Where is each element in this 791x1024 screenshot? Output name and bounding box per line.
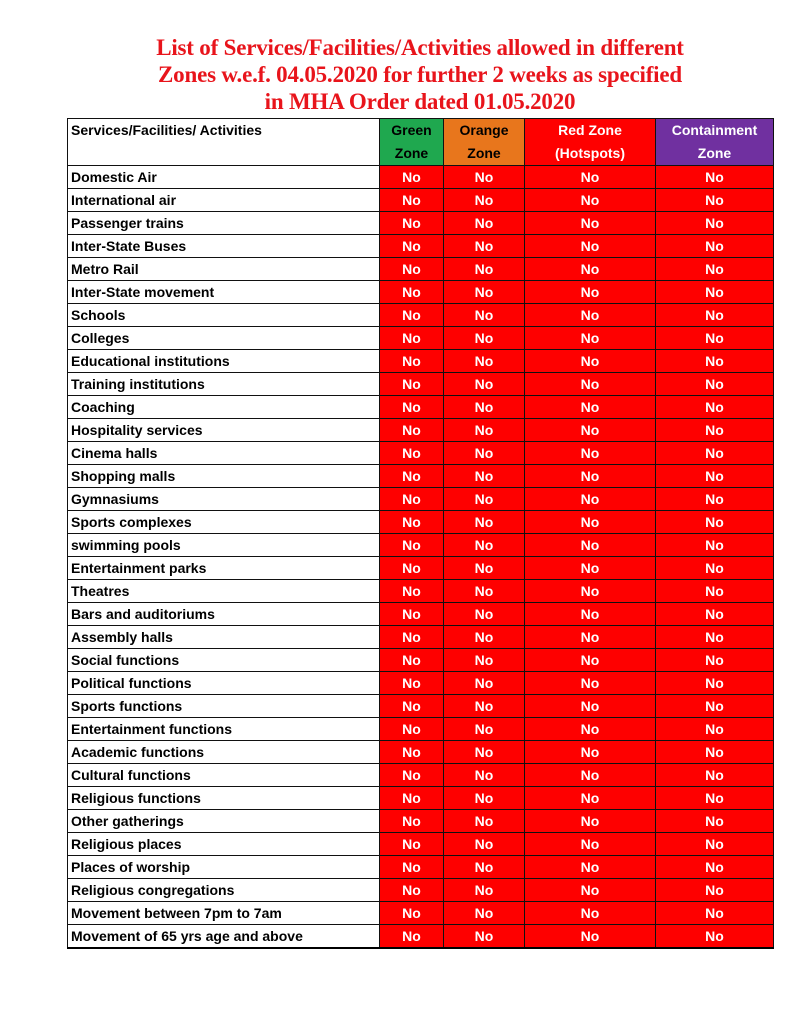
table-row [68, 741, 774, 764]
containment-zone-cell: No [656, 649, 774, 672]
table-row [68, 626, 774, 649]
header-containment-zone-line2: Zone [697, 145, 732, 161]
green-zone-cell: No [380, 626, 444, 649]
red-zone-cell: No [525, 166, 656, 189]
table-row [68, 787, 774, 810]
header-red-zone-line2: (Hotspots) [555, 145, 625, 161]
containment-zone-cell: No [656, 626, 774, 649]
orange-zone-cell: No [444, 189, 525, 212]
table-row [68, 603, 774, 626]
table-row [68, 810, 774, 833]
green-zone-cell: No [380, 925, 444, 949]
green-zone-cell: No [380, 741, 444, 764]
header-orange-zone-line2: Zone [467, 145, 501, 161]
activity-cell: Social functions [68, 649, 380, 672]
table-row [68, 672, 774, 695]
activity-cell: Religious places [68, 833, 380, 856]
containment-zone-cell: No [656, 419, 774, 442]
containment-zone-cell: No [656, 695, 774, 718]
containment-zone-cell: No [656, 350, 774, 373]
table-row [68, 281, 774, 304]
activity-cell: Religious congregations [68, 879, 380, 902]
orange-zone-cell: No [444, 764, 525, 787]
orange-zone-cell: No [444, 603, 525, 626]
table-row [68, 350, 774, 373]
red-zone-cell: No [525, 695, 656, 718]
red-zone-cell: No [525, 304, 656, 327]
table-row [68, 419, 774, 442]
containment-zone-cell: No [656, 258, 774, 281]
orange-zone-cell: No [444, 902, 525, 925]
containment-zone-cell: No [656, 672, 774, 695]
red-zone-cell: No [525, 580, 656, 603]
zones-table [67, 118, 774, 949]
red-zone-cell: No [525, 419, 656, 442]
red-zone-cell: No [525, 672, 656, 695]
table-row [68, 902, 774, 925]
orange-zone-cell: No [444, 465, 525, 488]
red-zone-cell: No [525, 787, 656, 810]
containment-zone-cell: No [656, 327, 774, 350]
red-zone-cell: No [525, 396, 656, 419]
activity-cell: Hospitality services [68, 419, 380, 442]
orange-zone-cell: No [444, 879, 525, 902]
red-zone-cell: No [525, 235, 656, 258]
header-row [68, 119, 774, 166]
activity-cell: Metro Rail [68, 258, 380, 281]
red-zone-cell: No [525, 902, 656, 925]
containment-zone-cell: No [656, 718, 774, 741]
red-zone-cell: No [525, 350, 656, 373]
green-zone-cell: No [380, 212, 444, 235]
activity-cell: Domestic Air [68, 166, 380, 189]
green-zone-cell: No [380, 856, 444, 879]
green-zone-cell: No [380, 833, 444, 856]
green-zone-cell: No [380, 557, 444, 580]
orange-zone-cell: No [444, 833, 525, 856]
activity-cell: Entertainment functions [68, 718, 380, 741]
title-line-2: Zones w.e.f. 04.05.2020 for further 2 weeks as specified [158, 62, 682, 87]
green-zone-cell: No [380, 465, 444, 488]
activity-cell: Entertainment parks [68, 557, 380, 580]
red-zone-cell: No [525, 557, 656, 580]
activity-cell: Religious functions [68, 787, 380, 810]
table-row [68, 488, 774, 511]
orange-zone-cell: No [444, 810, 525, 833]
activity-cell: Theatres [68, 580, 380, 603]
green-zone-cell: No [380, 281, 444, 304]
table-row [68, 649, 774, 672]
green-zone-cell: No [380, 419, 444, 442]
green-zone-cell: No [380, 235, 444, 258]
table-row [68, 396, 774, 419]
red-zone-cell: No [525, 764, 656, 787]
red-zone-cell: No [525, 511, 656, 534]
table-row [68, 166, 774, 189]
orange-zone-cell: No [444, 281, 525, 304]
orange-zone-cell: No [444, 235, 525, 258]
red-zone-cell: No [525, 327, 656, 350]
table-row [68, 856, 774, 879]
document-title [40, 34, 791, 115]
red-zone-cell: No [525, 189, 656, 212]
green-zone-cell: No [380, 879, 444, 902]
activity-cell: Inter-State Buses [68, 235, 380, 258]
green-zone-cell: No [380, 258, 444, 281]
orange-zone-cell: No [444, 212, 525, 235]
red-zone-cell: No [525, 488, 656, 511]
green-zone-cell: No [380, 603, 444, 626]
containment-zone-cell: No [656, 925, 774, 949]
header-red-zone [525, 119, 656, 166]
containment-zone-cell: No [656, 189, 774, 212]
header-orange-zone-line1: Orange [459, 122, 509, 138]
red-zone-cell: No [525, 626, 656, 649]
orange-zone-cell: No [444, 718, 525, 741]
table-row [68, 465, 774, 488]
green-zone-cell: No [380, 810, 444, 833]
green-zone-cell: No [380, 718, 444, 741]
green-zone-cell: No [380, 672, 444, 695]
table-row [68, 925, 774, 949]
activity-cell: International air [68, 189, 380, 212]
green-zone-cell: No [380, 902, 444, 925]
orange-zone-cell: No [444, 741, 525, 764]
orange-zone-cell: No [444, 304, 525, 327]
containment-zone-cell: No [656, 373, 774, 396]
activity-cell: Coaching [68, 396, 380, 419]
red-zone-cell: No [525, 603, 656, 626]
table-row [68, 580, 774, 603]
containment-zone-cell: No [656, 856, 774, 879]
header-containment-zone [656, 119, 774, 166]
orange-zone-cell: No [444, 327, 525, 350]
red-zone-cell: No [525, 258, 656, 281]
green-zone-cell: No [380, 396, 444, 419]
containment-zone-cell: No [656, 603, 774, 626]
title-line-3: in MHA Order dated 01.05.2020 [264, 89, 576, 114]
header-green-zone-line2: Zone [394, 145, 429, 161]
activity-cell: Training institutions [68, 373, 380, 396]
red-zone-cell: No [525, 649, 656, 672]
orange-zone-cell: No [444, 511, 525, 534]
containment-zone-cell: No [656, 580, 774, 603]
table-row [68, 212, 774, 235]
activity-cell: Bars and auditoriums [68, 603, 380, 626]
header-green-zone-line1: Green [391, 122, 432, 138]
table-row [68, 879, 774, 902]
header-orange-zone [444, 119, 525, 166]
activity-cell: Sports functions [68, 695, 380, 718]
green-zone-cell: No [380, 649, 444, 672]
containment-zone-cell: No [656, 511, 774, 534]
red-zone-cell: No [525, 925, 656, 949]
orange-zone-cell: No [444, 856, 525, 879]
green-zone-cell: No [380, 764, 444, 787]
table-row [68, 534, 774, 557]
containment-zone-cell: No [656, 465, 774, 488]
green-zone-cell: No [380, 488, 444, 511]
red-zone-cell: No [525, 856, 656, 879]
activity-cell: Sports complexes [68, 511, 380, 534]
containment-zone-cell: No [656, 557, 774, 580]
header-activity-line1: Services/Facilities/ Activities [71, 122, 262, 138]
red-zone-cell: No [525, 810, 656, 833]
activity-cell: Educational institutions [68, 350, 380, 373]
table-row [68, 304, 774, 327]
activity-cell: Movement of 65 yrs age and above [68, 925, 380, 949]
containment-zone-cell: No [656, 235, 774, 258]
activity-cell: Other gatherings [68, 810, 380, 833]
orange-zone-cell: No [444, 166, 525, 189]
activity-cell: Shopping malls [68, 465, 380, 488]
containment-zone-cell: No [656, 304, 774, 327]
containment-zone-cell: No [656, 166, 774, 189]
orange-zone-cell: No [444, 350, 525, 373]
containment-zone-cell: No [656, 764, 774, 787]
red-zone-cell: No [525, 465, 656, 488]
activity-cell: swimming pools [68, 534, 380, 557]
activity-cell: Cinema halls [68, 442, 380, 465]
green-zone-cell: No [380, 695, 444, 718]
orange-zone-cell: No [444, 488, 525, 511]
green-zone-cell: No [380, 511, 444, 534]
header-green-zone [380, 119, 444, 166]
orange-zone-cell: No [444, 534, 525, 557]
activity-cell: Assembly halls [68, 626, 380, 649]
red-zone-cell: No [525, 718, 656, 741]
red-zone-cell: No [525, 879, 656, 902]
orange-zone-cell: No [444, 419, 525, 442]
containment-zone-cell: No [656, 442, 774, 465]
header-containment-zone-line1: Containment [671, 122, 758, 138]
orange-zone-cell: No [444, 695, 525, 718]
containment-zone-cell: No [656, 902, 774, 925]
activity-cell: Academic functions [68, 741, 380, 764]
containment-zone-cell: No [656, 879, 774, 902]
table-row [68, 557, 774, 580]
red-zone-cell: No [525, 833, 656, 856]
red-zone-cell: No [525, 281, 656, 304]
table-row [68, 511, 774, 534]
green-zone-cell: No [380, 442, 444, 465]
activity-cell: Colleges [68, 327, 380, 350]
green-zone-cell: No [380, 580, 444, 603]
orange-zone-cell: No [444, 580, 525, 603]
table-row [68, 442, 774, 465]
containment-zone-cell: No [656, 488, 774, 511]
containment-zone-cell: No [656, 741, 774, 764]
table-row [68, 764, 774, 787]
red-zone-cell: No [525, 741, 656, 764]
green-zone-cell: No [380, 304, 444, 327]
table-row [68, 235, 774, 258]
containment-zone-cell: No [656, 810, 774, 833]
orange-zone-cell: No [444, 442, 525, 465]
header-activity [68, 119, 380, 166]
title-line-1: List of Services/Facilities/Activities allowed in different [156, 35, 684, 60]
activity-cell: Gymnasiums [68, 488, 380, 511]
orange-zone-cell: No [444, 557, 525, 580]
activity-cell: Movement between 7pm to 7am [68, 902, 380, 925]
containment-zone-cell: No [656, 534, 774, 557]
containment-zone-cell: No [656, 787, 774, 810]
activity-cell: Inter-State movement [68, 281, 380, 304]
activity-cell: Schools [68, 304, 380, 327]
green-zone-cell: No [380, 373, 444, 396]
orange-zone-cell: No [444, 787, 525, 810]
orange-zone-cell: No [444, 649, 525, 672]
red-zone-cell: No [525, 212, 656, 235]
containment-zone-cell: No [656, 833, 774, 856]
table-row [68, 695, 774, 718]
red-zone-cell: No [525, 534, 656, 557]
orange-zone-cell: No [444, 396, 525, 419]
red-zone-cell: No [525, 442, 656, 465]
table-row [68, 373, 774, 396]
activity-cell: Passenger trains [68, 212, 380, 235]
containment-zone-cell: No [656, 212, 774, 235]
table-row [68, 327, 774, 350]
table-row [68, 833, 774, 856]
green-zone-cell: No [380, 350, 444, 373]
green-zone-cell: No [380, 787, 444, 810]
activity-cell: Places of worship [68, 856, 380, 879]
containment-zone-cell: No [656, 396, 774, 419]
green-zone-cell: No [380, 534, 444, 557]
activity-cell: Cultural functions [68, 764, 380, 787]
orange-zone-cell: No [444, 672, 525, 695]
green-zone-cell: No [380, 327, 444, 350]
orange-zone-cell: No [444, 258, 525, 281]
table-row [68, 258, 774, 281]
red-zone-cell: No [525, 373, 656, 396]
header-red-zone-line1: Red Zone [558, 122, 622, 138]
activity-cell: Political functions [68, 672, 380, 695]
table-row [68, 189, 774, 212]
table-row [68, 718, 774, 741]
header-activity-line2 [71, 142, 379, 165]
green-zone-cell: No [380, 166, 444, 189]
containment-zone-cell: No [656, 281, 774, 304]
orange-zone-cell: No [444, 925, 525, 949]
orange-zone-cell: No [444, 626, 525, 649]
green-zone-cell: No [380, 189, 444, 212]
orange-zone-cell: No [444, 373, 525, 396]
table-body [68, 166, 774, 949]
